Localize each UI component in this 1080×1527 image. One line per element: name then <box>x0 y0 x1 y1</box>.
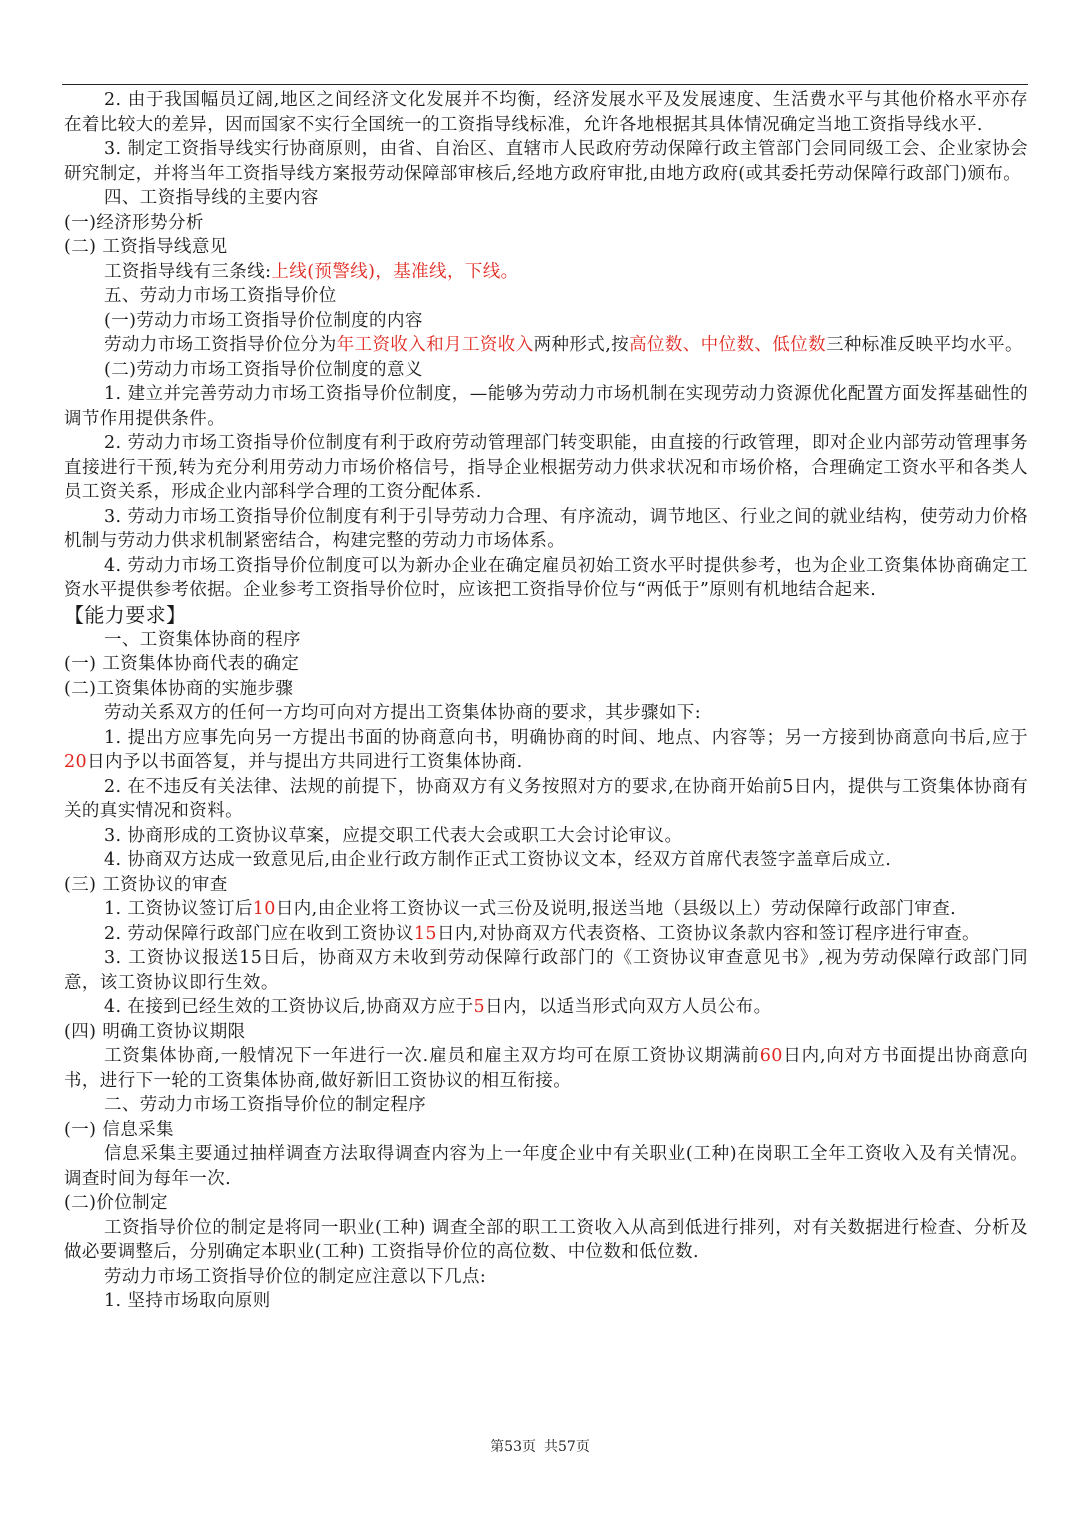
review-2-text-a: 2. 劳动保障行政部门应在收到工资协议 <box>104 923 414 944</box>
paragraph-review-1 <box>64 897 1028 922</box>
review-4-text-c: 日内，以适当形式向双方人员公布。 <box>485 997 772 1017</box>
paragraph-info-collection: 信息采集主要通过抽样调查方法取得调查内容为上一年度企业中有关职业(工种)在岗职工全年工资收入及有关情况。调查时间为每年一次. <box>64 1144 1028 1189</box>
review-2-text-c: 日内,对协商双方代表资格、工资协议条款内容和签订程序进行审查。 <box>436 923 980 944</box>
step-1-text-a: 1. 提出方应事先向另一方提出书面的协商意向书，明确协商的时间、地点、内容等；另一方接到协商意向书后,应于 <box>104 727 1028 748</box>
price-text-c: 两种形式,按 <box>533 335 630 355</box>
review-1-text-c: 日内,由企业将工资协议一式三份及说明,报送当地（县级以上）劳动保障行政部门审查. <box>275 899 957 919</box>
heading-price-procedure: 二、劳动力市场工资指导价位的制定程序 <box>104 1095 427 1115</box>
paragraph-price-forms <box>64 333 1028 358</box>
paragraph-step-2: 2. 在不违反有关法律、法规的前提下，协商双方有义务按照对方的要求,在协商开始前5日内，提供与工资集体协商有关的真实情况和资料。 <box>64 776 1028 821</box>
page-footer <box>0 1436 1080 1456</box>
paragraph-step-4: 4. 协商双方达成一致意见后,由企业行政方制作正式工资协议文本，经双方首席代表签字盖章后成立. <box>104 850 892 870</box>
heading-five: 五、劳动力市场工资指导价位 <box>104 286 337 306</box>
document-body <box>64 88 1028 1314</box>
paragraph-price-setting: 工资指导价位的制定是将同一职业(工种) 调查全部的职工工资收入从高到低进行排列，对有关数据进行检查、分析及做必要调整后，分别确定本职业(工种) 工资指导价位的高位数、中位数和低位数. <box>64 1217 1028 1262</box>
term-text-a: 工资集体协商,一般情况下一年进行一次.雇员和雇主双方均可在原工资协议期满前 <box>104 1046 760 1066</box>
paragraph-review-3: 3. 工资协议报送15日后，协商双方未收到劳动保障行政部门的《工资协议审查意见书》,视为劳动保障行政部门同意，该工资协议即行生效。 <box>64 948 1028 993</box>
three-lines-highlight: 上线(预警线)，基准线，下线。 <box>271 261 519 282</box>
price-highlight-forms: 年工资收入和月工资收入 <box>336 335 534 355</box>
section-ability-requirements: 【能力要求】 <box>64 602 187 627</box>
subheading-economic-analysis: (一)经济形势分析 <box>64 212 204 233</box>
paragraph-step-1 <box>64 726 1028 775</box>
step-1-days: 20 <box>64 752 88 772</box>
subheading-price-content: (一)劳动力市场工资指导价位制度的内容 <box>104 310 423 331</box>
paragraph-term <box>64 1044 1028 1093</box>
subheading-info-collection: (一) 信息采集 <box>64 1119 174 1140</box>
review-4-text-a: 4. 在接到已经生效的工资协议后,协商双方应于 <box>104 997 474 1017</box>
subheading-price-setting: (二)价位制定 <box>64 1193 168 1213</box>
paragraph-review-2 <box>64 922 1028 947</box>
review-2-days: 15 <box>413 923 437 944</box>
subheading-guideline-opinion: (二) 工资指导线意见 <box>64 237 228 257</box>
price-text-e: 三种标准反映平均水平。 <box>825 335 1023 355</box>
paragraph-meaning-4: 4. 劳动力市场工资指导价位制度可以为新办企业在确定雇员初始工资水平时提供参考，也为企业工资集体协商确定工资水平提供参考依据。企业参考工资指导价位时，应该把工资指导价位与“两低于”原则有机地结合起来. <box>64 555 1028 600</box>
paragraph-meaning-2: 2. 劳动力市场工资指导价位制度有利于政府劳动管理部门转变职能，由直接的行政管理，即对企业内部劳动管理事务直接进行干预,转为充分利用劳动力市场价格信号，指导企业根据劳动力供求状况和市场价格，合理确定工资水平和各类人员工资关系，形成企业内部科学合理的工资分配体系. <box>64 433 1028 502</box>
paragraph-notes-intro: 劳动力市场工资指导价位的制定应注意以下几点: <box>104 1266 487 1287</box>
price-text-a: 劳动力市场工资指导价位分为 <box>104 335 337 355</box>
subheading-review: (三) 工资协议的审查 <box>64 874 228 895</box>
subheading-representatives: (一) 工资集体协商代表的确定 <box>64 654 300 674</box>
subheading-price-meaning: (二)劳动力市场工资指导价位制度的意义 <box>104 359 423 380</box>
paragraph-three-lines <box>64 260 1028 285</box>
page-number: 第53页 <box>490 1439 536 1455</box>
heading-four: 四、工资指导线的主要内容 <box>104 188 319 208</box>
review-1-text-a: 1. 工资协议签订后 <box>104 899 253 919</box>
step-1-text-c: 日内予以书面答复，并与提出方共同进行工资集体协商. <box>87 752 523 772</box>
three-lines-text: 工资指导线有三条线: <box>104 261 272 282</box>
paragraph-review-4 <box>64 995 1028 1020</box>
paragraph-step-3: 3. 协商形成的工资协议草案，应提交职工代表大会或职工大会讨论审议。 <box>104 825 683 846</box>
paragraph-note-1: 1. 坚持市场取向原则 <box>104 1291 271 1311</box>
paragraph-meaning-1: 1. 建立并完善劳动力市场工资指导价位制度，—能够为劳动力市场机制在实现劳动力资源优化配置方面发挥基础性的调节作用提供条件。 <box>64 384 1028 429</box>
term-text-c: 日内,向对方书面提出协商意向书，进行下一轮的工资集体协商,做好新旧工资协议的相互衔接。 <box>64 1046 1028 1091</box>
header-rule <box>62 84 1028 85</box>
paragraph-meaning-3: 3. 劳动力市场工资指导价位制度有利于引导劳动力合理、有序流动，调节地区、行业之间的就业结构，使劳动力价格机制与劳动力供求机制紧密结合，构建完整的劳动力市场体系。 <box>64 506 1028 551</box>
review-1-days: 10 <box>252 899 276 919</box>
subheading-term: (四) 明确工资协议期限 <box>64 1021 246 1042</box>
subheading-steps: (二)工资集体协商的实施步骤 <box>64 678 294 699</box>
paragraph-guideline-3: 3. 制定工资指导线实行协商原则，由省、自治区、直辖市人民政府劳动保障行政主管部门会同同级工会、企业家协会研究制定，并将当年工资指导线方案报劳动保障部审核后,经地方政府审批,由地方政府(或其委托劳动保障行政部门)颁布。 <box>64 139 1028 184</box>
paragraph-guideline-2: 2. 由于我国幅员辽阔,地区之间经济文化发展并不均衡，经济发展水平及发展速度、生活费水平与其他价格水平亦存在着比较大的差异，因而国家不实行全国统一的工资指导线标准，允许各地根据其具体情况确定当地工资指导线水平. <box>64 90 1028 135</box>
page-total: 共57页 <box>544 1439 590 1455</box>
heading-collective-procedure: 一、工资集体协商的程序 <box>104 629 301 650</box>
term-days: 60 <box>759 1046 783 1066</box>
price-highlight-standards: 高位数、中位数、低位数 <box>629 335 826 355</box>
paragraph-steps-intro: 劳动关系双方的任何一方均可向对方提出工资集体协商的要求，其步骤如下: <box>104 703 701 723</box>
review-4-days: 5 <box>473 997 486 1017</box>
